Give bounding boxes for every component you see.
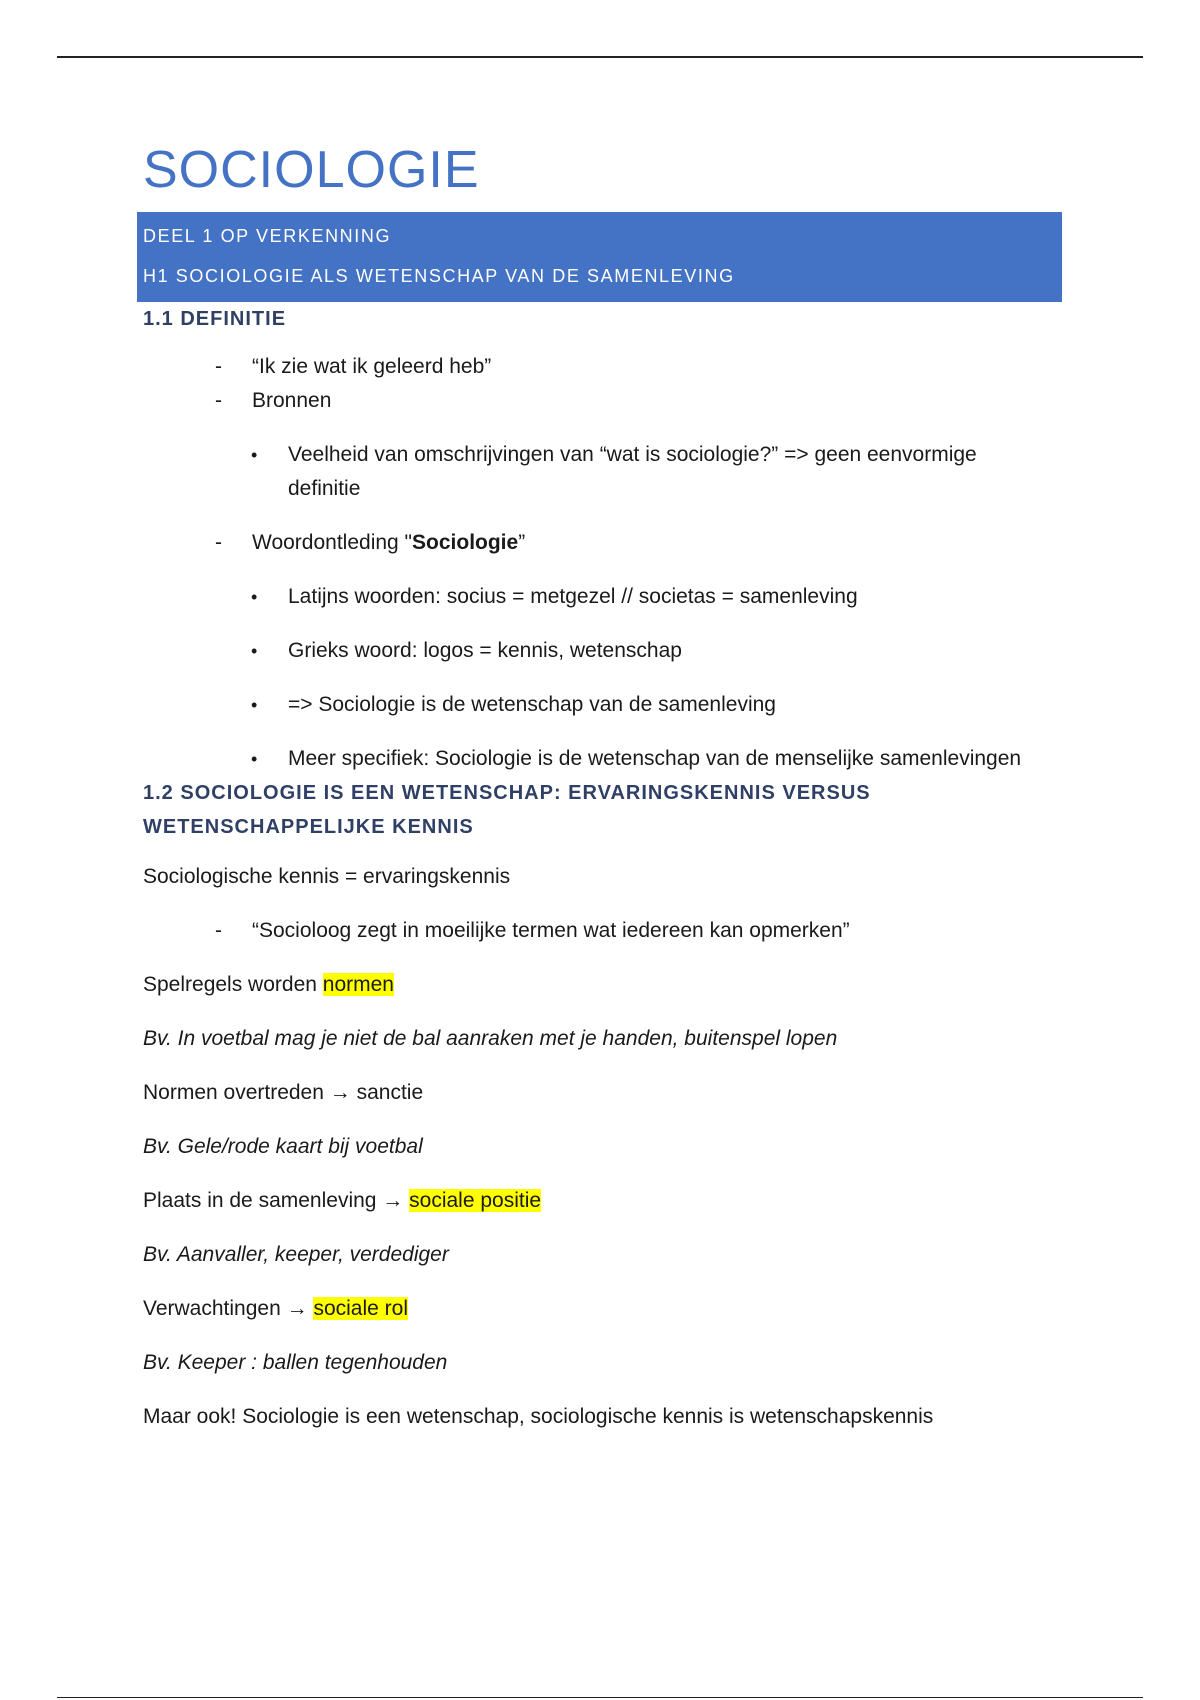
bullet-item: • Meer specifiek: Sociologie is de wetenschap van de menselijke samenlevingen (143, 742, 1048, 776)
text-run: Spelregels worden (143, 973, 323, 996)
text-run: Woordontleding " (252, 531, 413, 554)
text-run: Plaats in de samenleving → (143, 1189, 410, 1212)
paragraph: Normen overtreden → sanctie (143, 1081, 424, 1104)
highlighted-term: sociale positie (409, 1189, 542, 1212)
bold-term: Sociologie (412, 531, 519, 554)
part-heading: DEEL 1 OP VERKENNING (143, 226, 392, 246)
paragraph (143, 1184, 1063, 1218)
bullet-item: • Latijns woorden: socius = metgezel // societas = samenleving (143, 580, 1048, 614)
highlighted-term: sociale rol (313, 1297, 408, 1320)
dash-item: - “Ik zie wat ik geleerd heb” (143, 350, 1063, 384)
document-title: SOCIOLOGIE (143, 141, 480, 199)
bullet-item: • => Sociologie is de wetenschap van de samenleving (143, 688, 1048, 722)
dash-item: - Bronnen (143, 384, 1063, 418)
text-run: ” (518, 531, 526, 554)
bullet-item: • Grieks woord: logos = kennis, wetenschap (143, 634, 1048, 668)
example-paragraph: Bv. In voetbal mag je niet de bal aanraken met je handen, buitenspel lopen (143, 1027, 838, 1050)
paragraph (143, 968, 1063, 1002)
chapter-heading: H1 SOCIOLOGIE ALS WETENSCHAP VAN DE SAMENLEVING (143, 266, 735, 286)
bullet-item: • Veelheid van omschrijvingen van “wat is sociologie?” => geen eenvormige definitie (143, 438, 1048, 506)
example-paragraph: Bv. Aanvaller, keeper, verdediger (143, 1243, 449, 1266)
text-run: Verwachtingen → (143, 1297, 314, 1320)
example-paragraph: Bv. Gele/rode kaart bij voetbal (143, 1135, 423, 1158)
section-heading-1-2: 1.2 SOCIOLOGIE IS EEN WETENSCHAP: ERVARINGSKENNIS VERSUS WETENSCHAPPELIJKE KENNIS (143, 782, 871, 838)
section-heading-1-1: 1.1 DEFINITIE (143, 308, 287, 330)
paragraph: Sociologische kennis = ervaringskennis (143, 865, 511, 888)
highlighted-term: normen (322, 973, 394, 996)
example-paragraph: Bv. Keeper : ballen tegenhouden (143, 1351, 448, 1374)
document-page (143, 140, 1063, 1434)
header-rule (57, 56, 1143, 58)
dash-item (143, 526, 1063, 560)
chapter-band (137, 212, 1062, 302)
dash-item: - “Socioloog zegt in moeilijke termen wat iedereen kan opmerken” (143, 914, 1063, 948)
paragraph: Maar ook! Sociologie is een wetenschap, sociologische kennis is wetenschapskennis (143, 1405, 934, 1428)
paragraph (143, 1292, 1063, 1326)
footer-rule (57, 1697, 1143, 1698)
